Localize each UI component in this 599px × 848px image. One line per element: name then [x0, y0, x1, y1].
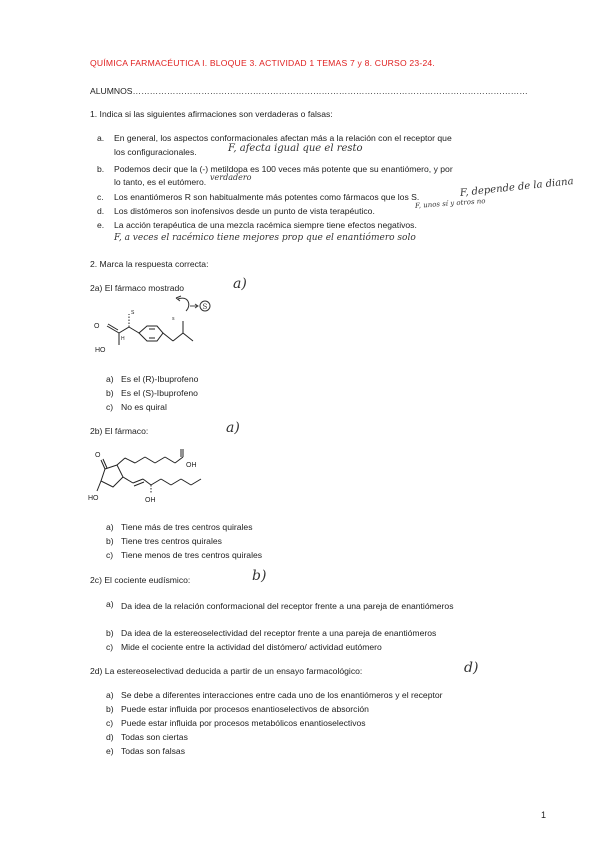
q2c-label: 2c) El cociente eudísmico:: [90, 575, 191, 585]
q2d-handwritten-answer: d): [464, 660, 479, 676]
q1-text-e: La acción terapéutica de una mezcla racémica siempre tiene efectos negativos.: [114, 220, 417, 230]
q1-letter-b: b.: [97, 164, 105, 174]
q2b-option-c[interactable]: Tiene menos de tres centros quirales: [121, 550, 263, 560]
q1-letter-c: c.: [97, 192, 104, 202]
q1-text-a-line1: En general, los aspectos conformacionales afectan más a la relación con el receptor que: [114, 133, 452, 143]
q2c-option-b[interactable]: Da idea de la estereoselectividad del receptor frente a una pareja de enantiómeros: [121, 628, 437, 638]
q2c-option-c[interactable]: Mide el cociente entre la actividad del distómero/ actividad eutómero: [121, 642, 382, 652]
prostaglandin-ho-label: HO: [88, 495, 99, 502]
q2d-option-a[interactable]: Se debe a diferentes interacciones entre cada uno de los enantiómeros y el receptor: [121, 690, 443, 700]
q2a-option-c[interactable]: No es quiral: [121, 402, 167, 412]
q2-prompt: 2. Marca la respuesta correcta:: [90, 259, 209, 269]
q2c-option-a[interactable]: Da idea de la relación conformacional del receptor frente a una pareja de enantiómeros: [121, 601, 454, 611]
q2b-option-b-letter[interactable]: b): [106, 536, 114, 546]
q1-answer-a: F, afecta igual que el resto: [228, 143, 363, 154]
q2b-handwritten-answer: a): [226, 420, 240, 436]
q2c-option-b-letter[interactable]: b): [106, 628, 114, 638]
q2d-option-a-letter[interactable]: a): [106, 690, 114, 700]
q2d-option-d-letter[interactable]: d): [106, 732, 114, 742]
svg-text:S: S: [202, 303, 208, 311]
q2c-handwritten-answer: b): [252, 568, 267, 584]
q2d-option-e[interactable]: Todas son falsas: [121, 746, 186, 756]
q1-answer-d: F, unos sí y otros no: [414, 197, 486, 210]
q1-prompt: 1. Indica si las siguientes afirmaciones son verdaderas o falsas:: [90, 109, 333, 119]
q2a-option-c-letter[interactable]: c): [106, 402, 114, 412]
ibuprofen-o-label: O: [94, 323, 100, 330]
q1-letter-e: e.: [97, 220, 105, 230]
q1-text-b-line1: Podemos decir que la (-) metildopa es 100 veces más potente que su enantiómero, y por: [114, 164, 453, 174]
students-line: ALUMNOS…………………………………………………………………………………………………………………………: [90, 86, 528, 96]
prostaglandin-structure: [85, 447, 215, 509]
q2a-option-a-letter[interactable]: a): [106, 374, 114, 384]
q2b-label: 2b) El fármaco:: [90, 426, 149, 436]
ibuprofen-h-label: H: [121, 336, 125, 342]
q2b-option-b[interactable]: Tiene tres centros quirales: [121, 536, 222, 546]
q2a-option-b[interactable]: Es el (S)-Ibuprofeno: [121, 388, 198, 398]
q2b-option-a[interactable]: Tiene más de tres centros quirales: [121, 522, 253, 532]
q2a-option-a[interactable]: Es el (R)-Ibuprofeno: [121, 374, 199, 384]
q2d-option-b[interactable]: Puede estar influida por procesos enantioselectivos de absorción: [121, 704, 369, 714]
q2d-option-c-letter[interactable]: c): [106, 718, 114, 728]
q2d-option-d[interactable]: Todas son ciertas: [121, 732, 188, 742]
q2c-option-c-letter[interactable]: c): [106, 642, 114, 652]
prostaglandin-oh-label: OH: [186, 462, 197, 469]
q2a-handwritten-answer: a): [233, 276, 247, 292]
ibuprofen-s-label: S: [131, 310, 135, 316]
q1-text-d: Los distómeros son inofensivos desde un punto de vista terapéutico.: [114, 206, 375, 216]
q1-letter-d: d.: [97, 206, 105, 216]
page-number: 1: [541, 810, 547, 820]
ibuprofen-ho-label: HO: [95, 347, 106, 354]
q1-text-c: Los enantiómeros R son habitualmente más potentes como fármacos que los S.: [114, 192, 420, 202]
q2d-option-b-letter[interactable]: b): [106, 704, 114, 714]
q1-letter-a: a.: [97, 133, 105, 143]
q1-text-a-line2: los configuracionales.: [114, 147, 197, 157]
ibuprofen-structure: [85, 300, 225, 360]
q2b-option-a-letter[interactable]: a): [106, 522, 114, 532]
q2b-option-c-letter[interactable]: c): [106, 550, 114, 560]
q2c-option-a-letter[interactable]: a): [106, 599, 114, 609]
q2d-label: 2d) La estereoselectivad deducida a partir de un ensayo farmacológico:: [90, 666, 363, 676]
q1-answer-c: F, depende de la diana: [459, 176, 575, 199]
q1-text-b-line2: lo tanto, es el eutómero.: [114, 177, 207, 187]
prostaglandin-o-label: O: [95, 452, 101, 459]
q2a-label: 2a) El fármaco mostrado: [90, 283, 185, 293]
q2a-option-b-letter[interactable]: b): [106, 388, 114, 398]
prostaglandin-oh2-label: OH: [145, 497, 156, 504]
q1-answer-e: F, a veces el racémico tiene mejores prop que el enantiómero solo: [114, 233, 416, 243]
document-title: QUÍMICA FARMACÉUTICA I. BLOQUE 3. ACTIVIDAD 1 TEMAS 7 y 8. CURSO 23-24.: [90, 58, 435, 68]
q2d-option-c[interactable]: Puede estar influida por procesos metabólicos enantioselectivos: [121, 718, 366, 728]
svg-text:s: s: [172, 316, 175, 322]
q1-answer-b: verdadero: [210, 173, 252, 182]
q2d-option-e-letter[interactable]: e): [106, 746, 114, 756]
